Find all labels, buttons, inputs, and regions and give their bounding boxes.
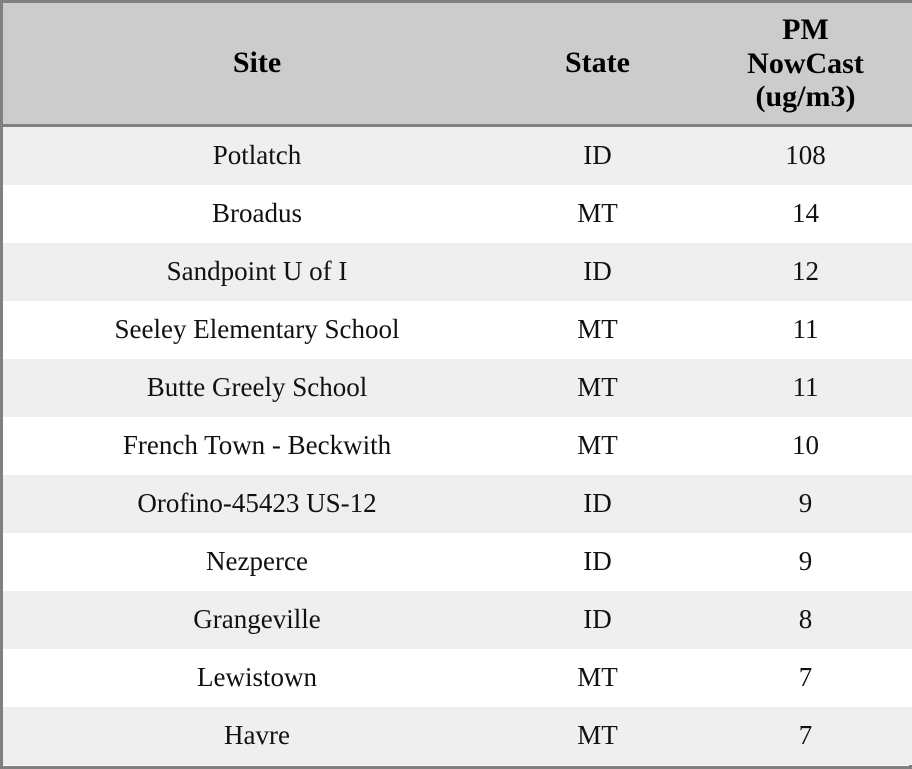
cell-state: MT [577,372,618,403]
cell-site: French Town - Beckwith [122,430,392,461]
table-row [3,591,912,649]
table-body [3,125,912,765]
cell-site: Seeley Elementary School [114,314,400,345]
cell-pm: 12 [792,256,819,287]
cell-pm: 11 [792,314,819,345]
cell-state: MT [577,198,618,229]
cell-state: ID [583,488,612,519]
cell-pm: 7 [798,720,813,751]
cell-state: ID [583,546,612,577]
cell-pm: 9 [798,546,813,577]
cell-state: MT [577,430,618,461]
cell-pm: 14 [792,198,819,229]
cell-state: MT [577,662,618,693]
table-row [3,301,912,359]
table-row [3,649,912,707]
air-quality-table [3,3,912,765]
table-row [3,533,912,591]
column-header-pm-line-2: NowCast [747,46,864,80]
cell-pm: 108 [785,140,826,171]
cell-pm: 7 [798,662,813,693]
table-row [3,707,912,765]
table-row [3,243,912,301]
cell-state: ID [583,140,612,171]
cell-pm: 10 [792,430,819,461]
column-header-pm-line-3: (ug/m3) [755,80,856,114]
cell-site: Orofino-45423 US-12 [137,488,377,519]
cell-pm: 9 [798,488,813,519]
cell-site: Grangeville [193,604,321,635]
table-row [3,359,912,417]
column-header-pm-nowcast [684,3,912,125]
table-header-row [3,3,912,125]
cell-site: Butte Greely School [146,372,368,403]
cell-state: MT [577,720,618,751]
column-header-state: State [565,46,630,80]
cell-pm: 11 [792,372,819,403]
table-row [3,125,912,185]
column-header-pm-line-1: PM [782,13,829,46]
cell-site: Sandpoint U of I [166,256,348,287]
column-header-site: Site [232,46,282,80]
cell-site: Havre [224,720,290,751]
table-row [3,185,912,243]
table-header [3,3,912,125]
cell-state: ID [583,604,612,635]
table-row [3,417,912,475]
cell-pm: 8 [798,604,813,635]
table-row [3,475,912,533]
cell-site: Potlatch [212,140,302,171]
cell-state: MT [577,314,618,345]
cell-site: Nezperce [206,546,308,577]
cell-site: Broadus [212,198,302,229]
cell-state: ID [583,256,612,287]
cell-site: Lewistown [197,662,317,693]
